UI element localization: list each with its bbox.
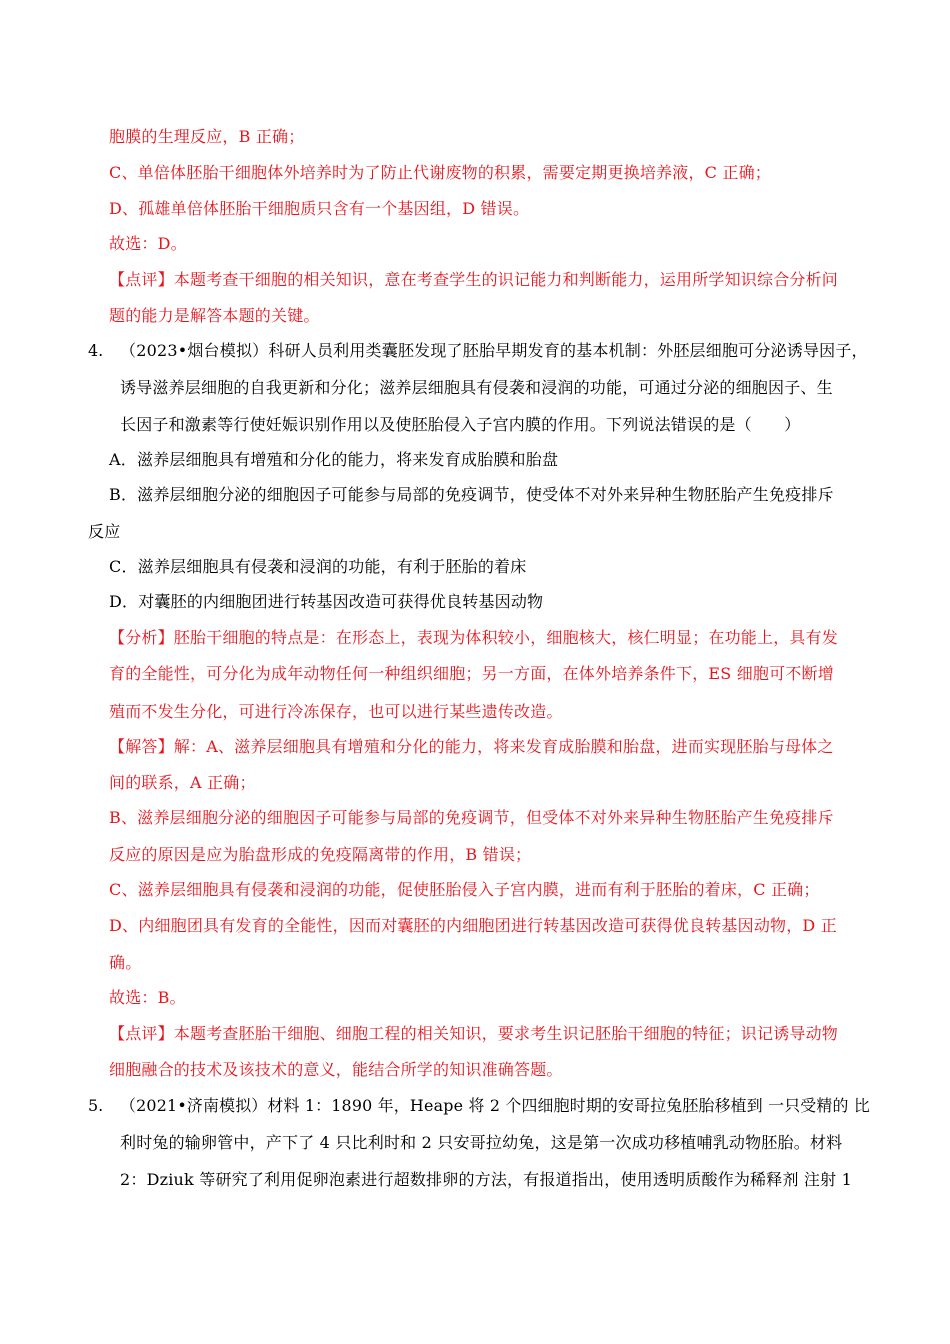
q4-solution-c: C、滋养层细胞具有侵袭和浸润的功能，促使胚胎侵入子宫内膜，进而有利于胚胎的着床，C 正确； bbox=[109, 880, 820, 899]
q4-stem-line-3: 长因子和激素等行使妊娠识别作用以及使胚胎侵入子宫内膜的作用。下列说法错误的是（ ） bbox=[120, 415, 801, 434]
q4-stem-line-1: （2023•烟台模拟）科研人员利用类囊胚发现了胚胎早期发育的基本机制：外胚层细胞可分泌诱导因子， bbox=[120, 341, 868, 360]
q4-analysis-line-1: 【分析】胚胎干细胞的特点是：在形态上，表现为体积较小，细胞核大，核仁明显；在功能上，具有发 bbox=[109, 628, 839, 647]
q4-analysis-line-2: 育的全能性，可分化为成年动物任何一种组织细胞；另一方面，在体外培养条件下，ES 细胞可不断增 bbox=[109, 664, 834, 683]
q4-solution-d-line-1: D、内细胞团具有发育的全能性，因而对囊胚的内细胞团进行转基因改造可获得优良转基因动物，D 正 bbox=[109, 916, 837, 935]
q3-comment-line-2: 题的能力是解答本题的关键。 bbox=[109, 306, 320, 325]
q4-number: 4. bbox=[88, 341, 104, 360]
q3-comment-line-1: 【点评】本题考查干细胞的相关知识，意在考查学生的识记能力和判断能力，运用所学知识综合分析问 bbox=[109, 270, 839, 289]
q4-solution-b-line-2: 反应的原因是应为胎盘形成的免疫隔离带的作用，B 错误； bbox=[109, 845, 532, 864]
q4-solution-b-line-1: B、滋养层细胞分泌的细胞因子可能参与局部的免疫调节，但受体不对外来异种生物胚胎产生免疫排斥 bbox=[109, 808, 834, 827]
q5-stem-line-3: 2：Dziuk 等研究了利用促卵泡素进行超数排卵的方法，有报道指出，使用透明质酸作为稀释剂 注射 1 bbox=[120, 1170, 852, 1189]
q3-answer: 故选：D。 bbox=[109, 234, 187, 253]
q4-comment-line-2: 细胞融合的技术及该技术的意义，能结合所学的知识准确答题。 bbox=[109, 1060, 563, 1079]
q4-solution-line-2: 间的联系，A 正确； bbox=[109, 773, 256, 792]
q4-analysis-line-3: 殖而不发生分化，可进行冷冻保存，也可以进行某些遗传改造。 bbox=[109, 702, 563, 721]
q3-solution-line: 胞膜的生理反应，B 正确； bbox=[109, 127, 305, 146]
q4-option-c: C．滋养层细胞具有侵袭和浸润的功能，有利于胚胎的着床 bbox=[109, 557, 527, 576]
q4-comment-line-1: 【点评】本题考查胚胎干细胞、细胞工程的相关知识，要求考生识记胚胎干细胞的特征；识记诱导动物 bbox=[109, 1024, 839, 1043]
q5-stem-line-1: （2021•济南模拟）材料 1：1890 年，Heape 将 2 个四细胞时期的安哥拉兔胚胎移植到 一只受精的 比 bbox=[120, 1096, 870, 1115]
q4-option-b-line-1: B．滋养层细胞分泌的细胞因子可能参与局部的免疫调节，使受体不对外来异种生物胚胎产生免疫排斥 bbox=[109, 485, 834, 504]
q3-solution-option-d: D、孤雄单倍体胚胎干细胞质只含有一个基因组，D 错误。 bbox=[109, 199, 530, 218]
q4-option-a: A．滋养层细胞具有增殖和分化的能力，将来发育成胎膜和胎盘 bbox=[109, 450, 559, 469]
q4-option-b-line-2: 反应 bbox=[88, 522, 121, 541]
q4-stem-line-2: 诱导滋养层细胞的自我更新和分化；滋养层细胞具有侵袭和浸润的功能，可通过分泌的细胞因子、生 bbox=[120, 378, 833, 397]
q4-option-d: D．对囊胚的内细胞团进行转基因改造可获得优良转基因动物 bbox=[109, 592, 544, 611]
q5-number: 5. bbox=[88, 1096, 104, 1115]
q3-solution-option-c: C、单倍体胚胎干细胞体外培养时为了防止代谢废物的积累，需要定期更换培养液，C 正确； bbox=[109, 163, 771, 182]
q5-stem-line-2: 利时兔的输卵管中，产下了 4 只比利时和 2 只安哥拉幼兔，这是第一次成功移植哺乳动物胚胎。材料 bbox=[120, 1133, 843, 1152]
q4-solution-d-line-2: 确。 bbox=[109, 953, 142, 972]
q4-answer: 故选：B。 bbox=[109, 988, 186, 1007]
q4-solution-line-1: 【解答】解：A、滋养层细胞具有增殖和分化的能力，将来发育成胎膜和胎盘，进而实现胚胎与母体之 bbox=[109, 737, 834, 756]
